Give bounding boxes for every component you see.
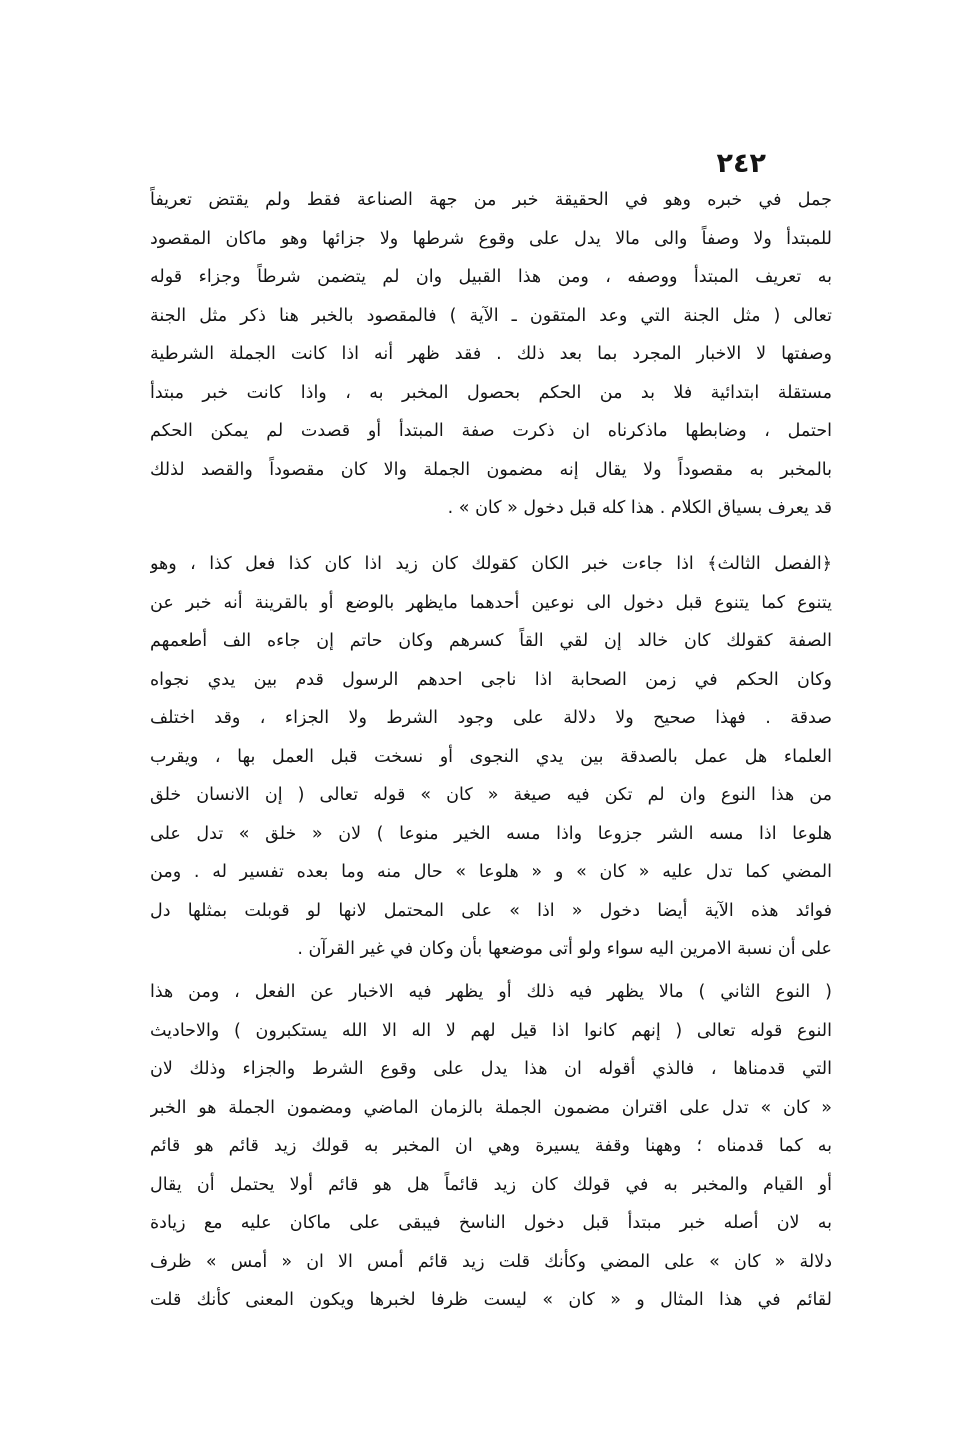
text-line: وكان الحكم في زمن الصحابة اذا ناجى احدهم الرسول قدم بين يدي نجواه	[150, 669, 832, 690]
text-line: المضي كما تدل عليه « كان » و « هلوعا » حال منه وما بعده تفسير له . ومن	[150, 862, 832, 882]
paragraph-1	[150, 181, 832, 528]
text-line: للمبتدأ ولا وصفاً والى مالا يدل على وقوع شرطها ولا جزائها وهو ماكان المقصود	[150, 228, 832, 249]
text-line: قد يعرف بسياق الكلام . هذا كله قبل دخول « كان » .	[447, 498, 832, 518]
text-line: التي قدمناها ، فالذي أقوله ان هذا يدل على وقوع الشرط والجزاء وذلك لان	[150, 1059, 832, 1079]
text-line: دلالة « كان » على المضي وكأنك قلت زيد قائم أمس الا ان « أمس » ظرف	[150, 1251, 832, 1272]
text-line: أو القيام والمخبر به في قولك كان زيد قائماً هل هو قائم أولا يحتمل أن يقال	[150, 1174, 832, 1195]
text-line: وصفتها لا الاخبار المجرد بما بعد ذلك . فقد ظهر أنه اذا كانت الجملة الشرطية	[150, 344, 832, 364]
text-line: هلوعا اذا مسه الشر جزوعا واذا مسه الخير منوعا ) لان « خلق » تدل على	[150, 823, 832, 844]
text-line: مستقلة ابتدائية فلا بد من الحكم بحصول المخبر به ، واذا كانت خبر مبتدأ	[150, 382, 832, 403]
text-line: يتنوع كما يتنوع قبل دخول الى نوعين أحدهما مايظهر بالوضع أو بالقرينة أنه خبر عن	[150, 592, 832, 613]
text-line: تعالى ( مثل الجنة التي وعد المتقون ـ الآية ) فالمقصود بالخبر هنا ذكر مثل الجنة	[150, 305, 832, 326]
text-line: احتمل ، وضابطها ماذكرناه ان ذكرت صفة المبتدأ أو قصدت لم يمكن الحكم	[150, 421, 832, 441]
text-line: به لان أصله خبر مبتدأ قبل دخول الناسخ فيبقى على ماكان عليه مع زيادة	[150, 1213, 832, 1233]
text-line: صدقة . فهذا صحيح ولا دلالة على وجود الشرط ولا الجزاء ، وقد اختلف	[150, 708, 832, 728]
text-line: على أن نسبة الامرين اليه سواء ولو أتى موضعها بأن وكان في غير القرآن .	[297, 939, 832, 959]
text-line: لقائم في هذا المثال و « كان » ليست ظرفا لخبرها ويكون المعنى كأنك قلت	[150, 1290, 832, 1310]
text-line: من هذا النوع وان لم تكن فيه صيغة « كان » قوله تعالى ( إن الانسان خلق	[150, 785, 832, 805]
text-line: جمل في خبره وهو في الحقيقة خبر من جهة الصناعة فقط ولم يقتض تعريفاً	[150, 190, 832, 210]
text-line: به تعريف المبتدأ ووصفه ، ومن هذا القبيل وان لم يتضمن شرطاً وجزاء قوله	[150, 267, 832, 287]
text-line: بالمخبر به مقصوداً ولا يقال إنه مضمون الجملة والا كان مقصوداً والقصد لذلك	[150, 459, 832, 480]
paragraph-3	[150, 973, 832, 1320]
text-line: ( النوع الثاني ) مالا يظهر فيه ذلك أو يظهر فيه الاخبار عن الفعل ، ومن هذا	[150, 982, 832, 1002]
text-line: ﴿الفصل الثالث﴾ اذا جاءت خبر الكان كقولك كان زيد اذا كان كذا فعل كذا ، وهو	[150, 554, 832, 574]
text-line: « كان » تدل على اقتران مضمون الجملة بالزمان الماضي ومضمون الجملة هو الخبر	[150, 1097, 832, 1118]
text-line: العلماء هل عمل بالصدقة بين يدي النجوى أو نسخت قبل العمل بها ، ويقرب	[150, 746, 832, 767]
text-line: النوع قوله تعالى ( إنهم كانوا اذا قيل لهم لا اله الا الله يستكبرون ) والاحاديث	[150, 1020, 832, 1041]
paragraph-2	[150, 545, 832, 969]
text-line: فوائد هذه الآية أيضا دخول « اذا » على المحتمل لانها لو قوبلت بمثلها دل	[150, 900, 832, 921]
page-number: ٢٤٢	[716, 148, 766, 179]
text-line: الصفة كقولك كان خالد إن لقي القاً كسرهم وكان حاتم إن جاءه الف أطعمهم	[150, 631, 832, 651]
text-line: به كما قدمناه ؛ وههنا وقفة يسيرة وهي ان المخبر به قولك زيد قائم هو قائم	[150, 1136, 832, 1156]
